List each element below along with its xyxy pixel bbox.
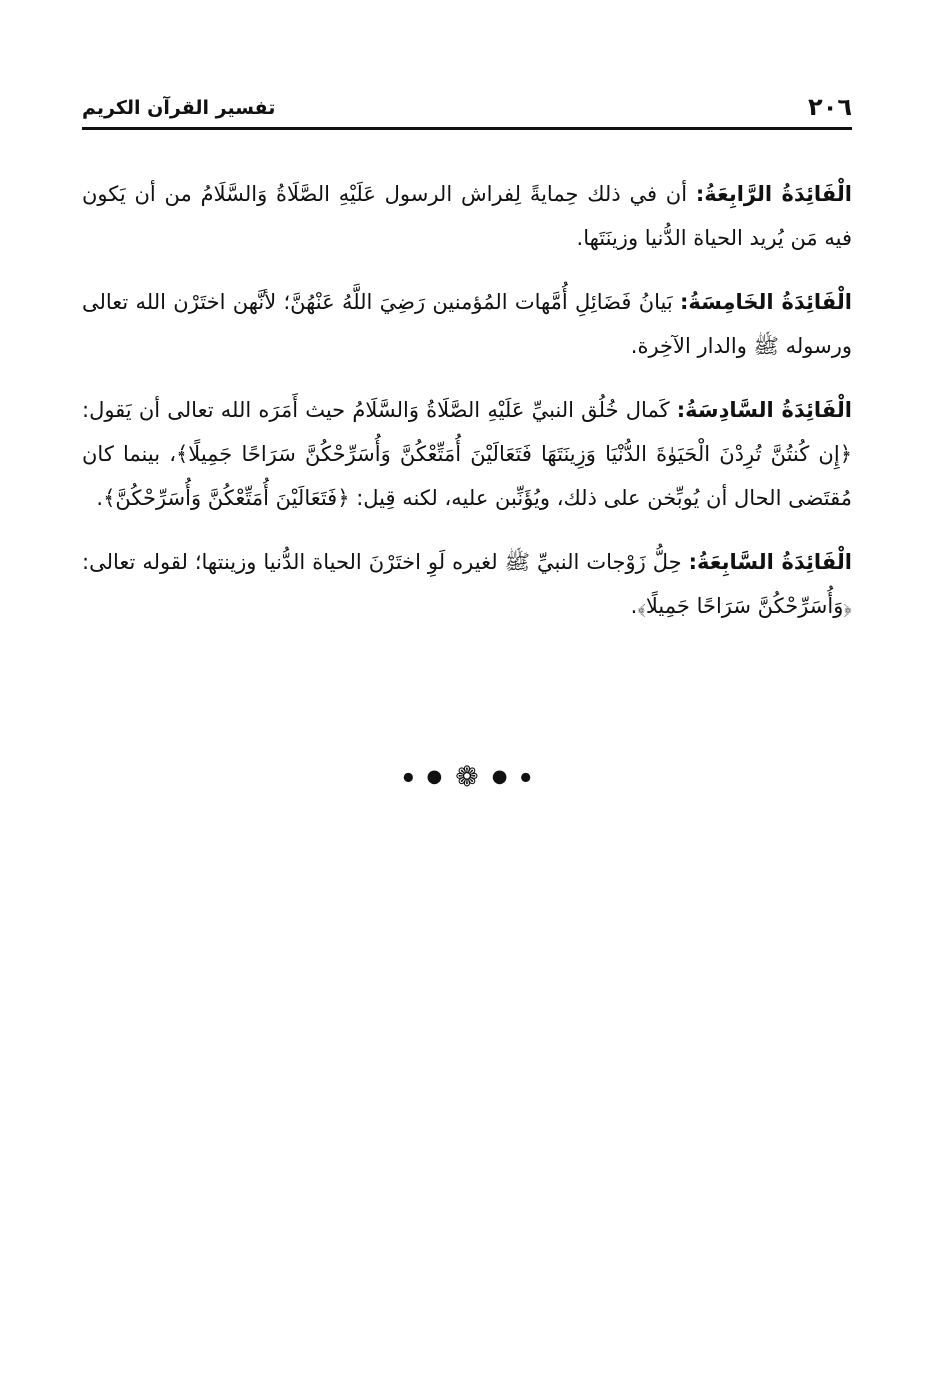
ornament-dot-icon: ● [403, 769, 417, 784]
benefit-paragraph-7 [82, 540, 852, 628]
benefit-heading-7: الْفَائِدَةُ السَّابِعَةُ: [688, 550, 852, 574]
benefit-text-6: كَمال خُلُق النبيِّ عَلَيْهِ الصَّلَاةُ وَالسَّلَامُ حيث أَمَرَه الله تعالى أن يَقول: ﴿إِن كُنتُنَّ تُرِدْنَ الْحَيَوٰةَ الدُّنْيَا وَزِينَتَهَا فَتَعَالَيْنَ أُمَتِّعْكُنَّ وَأُسَرِّحْكُنَّ سَرَاحًا جَمِيلًا﴾، بينما كان مُقتَضى الحال أن يُوبِّخن على ذلك، ويُؤَنِّبن عليه، لكنه قِيل: ﴿فَتَعَالَيْنَ أُمَتِّعْكُنَّ وَأُسَرِّحْكُنَّ﴾. [82, 398, 852, 510]
benefit-paragraph-4 [82, 172, 852, 260]
page-header [82, 92, 852, 126]
section-end-ornament [0, 760, 937, 793]
benefit-paragraph-5 [82, 280, 852, 368]
benefit-text-7: حِلُّ زَوْجات النبيِّ ﷺ لغيره لَوِ اختَرْنَ الحياة الدُّنيا وزينتها؛ لقوله تعالى: ﴿وَأُسَرِّحْكُنَّ سَرَاحًا جَمِيلًا﴾. [82, 550, 852, 618]
benefit-heading-5: الْفَائِدَةُ الخَامِسَةُ: [679, 290, 852, 314]
benefit-heading-4: الْفَائِدَةُ الرَّابِعَةُ: [695, 182, 852, 206]
header-divider [82, 127, 852, 130]
ornament-flower-icon: ❁ [455, 760, 482, 793]
benefit-text-4: أن في ذلك حِمايةً لِفراش الرسول عَلَيْهِ الصَّلَاةُ وَالسَّلَامُ من أن يَكون فيه مَن يُريد الحياة الدُّنيا وزينَتَها. [82, 182, 852, 250]
page-body [82, 172, 852, 648]
benefit-heading-6: الْفَائِدَةُ السَّادِسَةُ: [676, 398, 852, 422]
ornament-dot-icon: ● [520, 769, 534, 784]
ornament-dot-icon: ● [426, 766, 446, 787]
book-title: تفسير القرآن الكريم [82, 97, 276, 119]
benefit-text-5: بَيانُ فَضَائِلِ أُمَّهات المُؤمنين رَضِيَ اللَّهُ عَنْهُنَّ؛ لأنَّهن اختَرْن الله تعالى ورسوله ﷺ والدار الآخِرة. [82, 290, 852, 358]
benefit-paragraph-6 [82, 388, 852, 520]
ornament-dot-icon: ● [491, 766, 511, 787]
page-number: ٢٠٦ [808, 93, 852, 121]
